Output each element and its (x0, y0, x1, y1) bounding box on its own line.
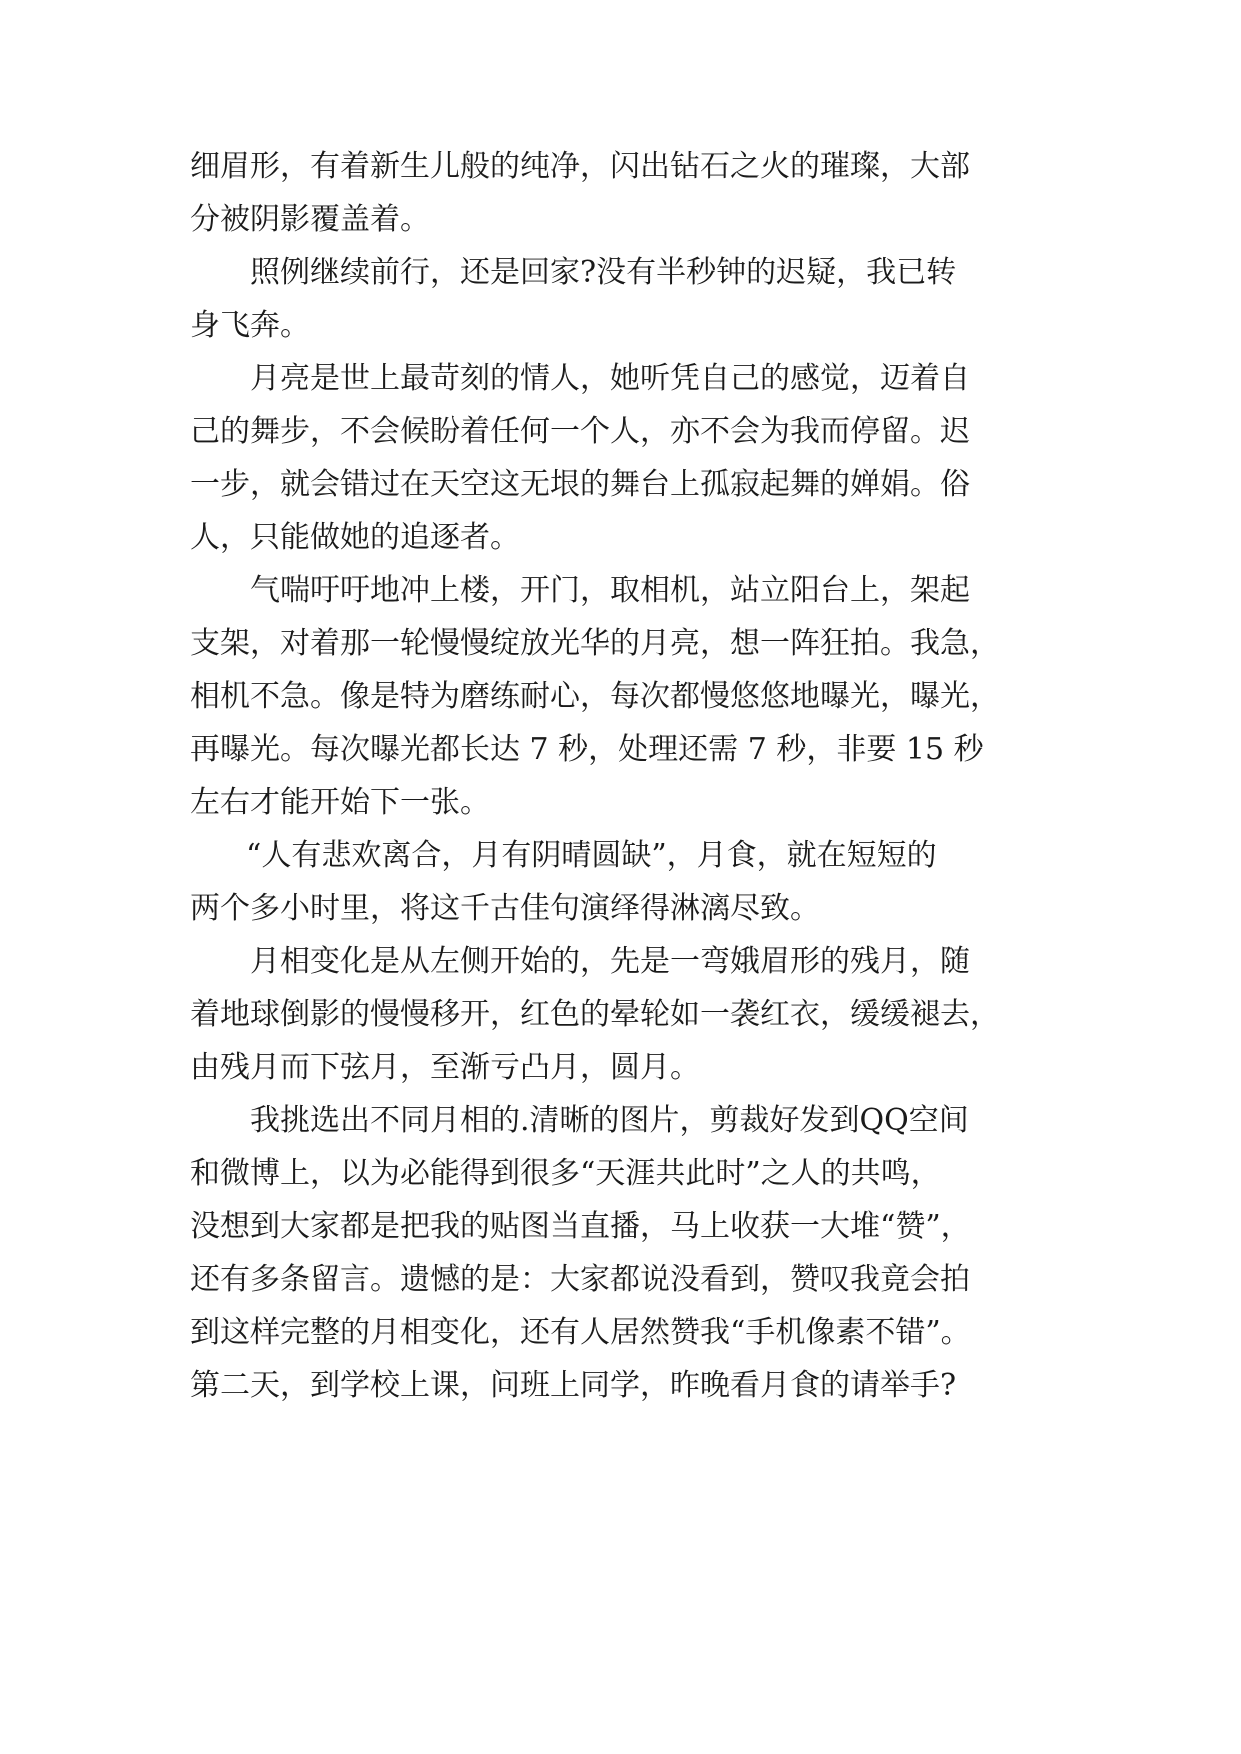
text-line: 细眉形，有着新生儿般的纯净，闪出钻石之火的璀璨，大部 (190, 149, 970, 184)
text-line: 没想到大家都是把我的贴图当直播，马上收获一大堆“赞”， (190, 1209, 971, 1244)
paragraph-start-line: 月相变化是从左侧开始的，先是一弯娥眉形的残月，随 (250, 944, 970, 979)
text-line: 还有多条留言。遗憾的是：大家都说没看到，赞叹我竟会拍 (190, 1262, 970, 1297)
paragraph-start-line: 我挑选出不同月相的.清晰的图片，剪裁好发到QQ空间 (250, 1103, 969, 1138)
text-line: 人，只能做她的追逐者。 (190, 520, 520, 555)
paragraph-start-line: 月亮是世上最苛刻的情人，她听凭自己的感觉，迈着自 (250, 361, 970, 396)
text-line: 和微博上，以为必能得到很多“天涯共此时”之人的共鸣， (190, 1156, 941, 1191)
text-line: 一步，就会错过在天空这无垠的舞台上孤寂起舞的婵娟。俗 (190, 467, 970, 502)
paragraph-start-line: “人有悲欢离合，月有阴晴圆缺”，月食，就在短短的 (246, 838, 937, 873)
text-line: 分被阴影覆盖着。 (190, 202, 430, 237)
text-line: 再曝光。每次曝光都长达 7 秒，处理还需 7 秒，非要 15 秒 (190, 732, 984, 767)
text-line: 支架，对着那一轮慢慢绽放光华的月亮，想一阵狂拍。我急， (190, 626, 1000, 661)
paragraph-start-line: 照例继续前行，还是回家?没有半秒钟的迟疑，我已转 (250, 255, 957, 290)
text-line: 左右才能开始下一张。 (190, 785, 490, 820)
text-line: 第二天，到学校上课，问班上同学，昨晚看月食的请举手? (190, 1368, 957, 1403)
text-line: 身飞奔。 (190, 308, 310, 343)
text-line: 到这样完整的月相变化，还有人居然赞我“手机像素不错”。 (190, 1315, 971, 1350)
text-line: 己的舞步，不会候盼着任何一个人，亦不会为我而停留。迟 (190, 414, 970, 449)
text-line: 着地球倒影的慢慢移开，红色的晕轮如一袭红衣，缓缓褪去， (190, 997, 1000, 1032)
paragraph-start-line: 气喘吁吁地冲上楼，开门，取相机，站立阳台上，架起 (250, 573, 970, 608)
text-line: 两个多小时里，将这千古佳句演绎得淋漓尽致。 (190, 891, 820, 926)
text-line: 由残月而下弦月，至渐亏凸月，圆月。 (190, 1050, 700, 1085)
text-line: 相机不急。像是特为磨练耐心，每次都慢悠悠地曝光，曝光， (190, 679, 1000, 714)
